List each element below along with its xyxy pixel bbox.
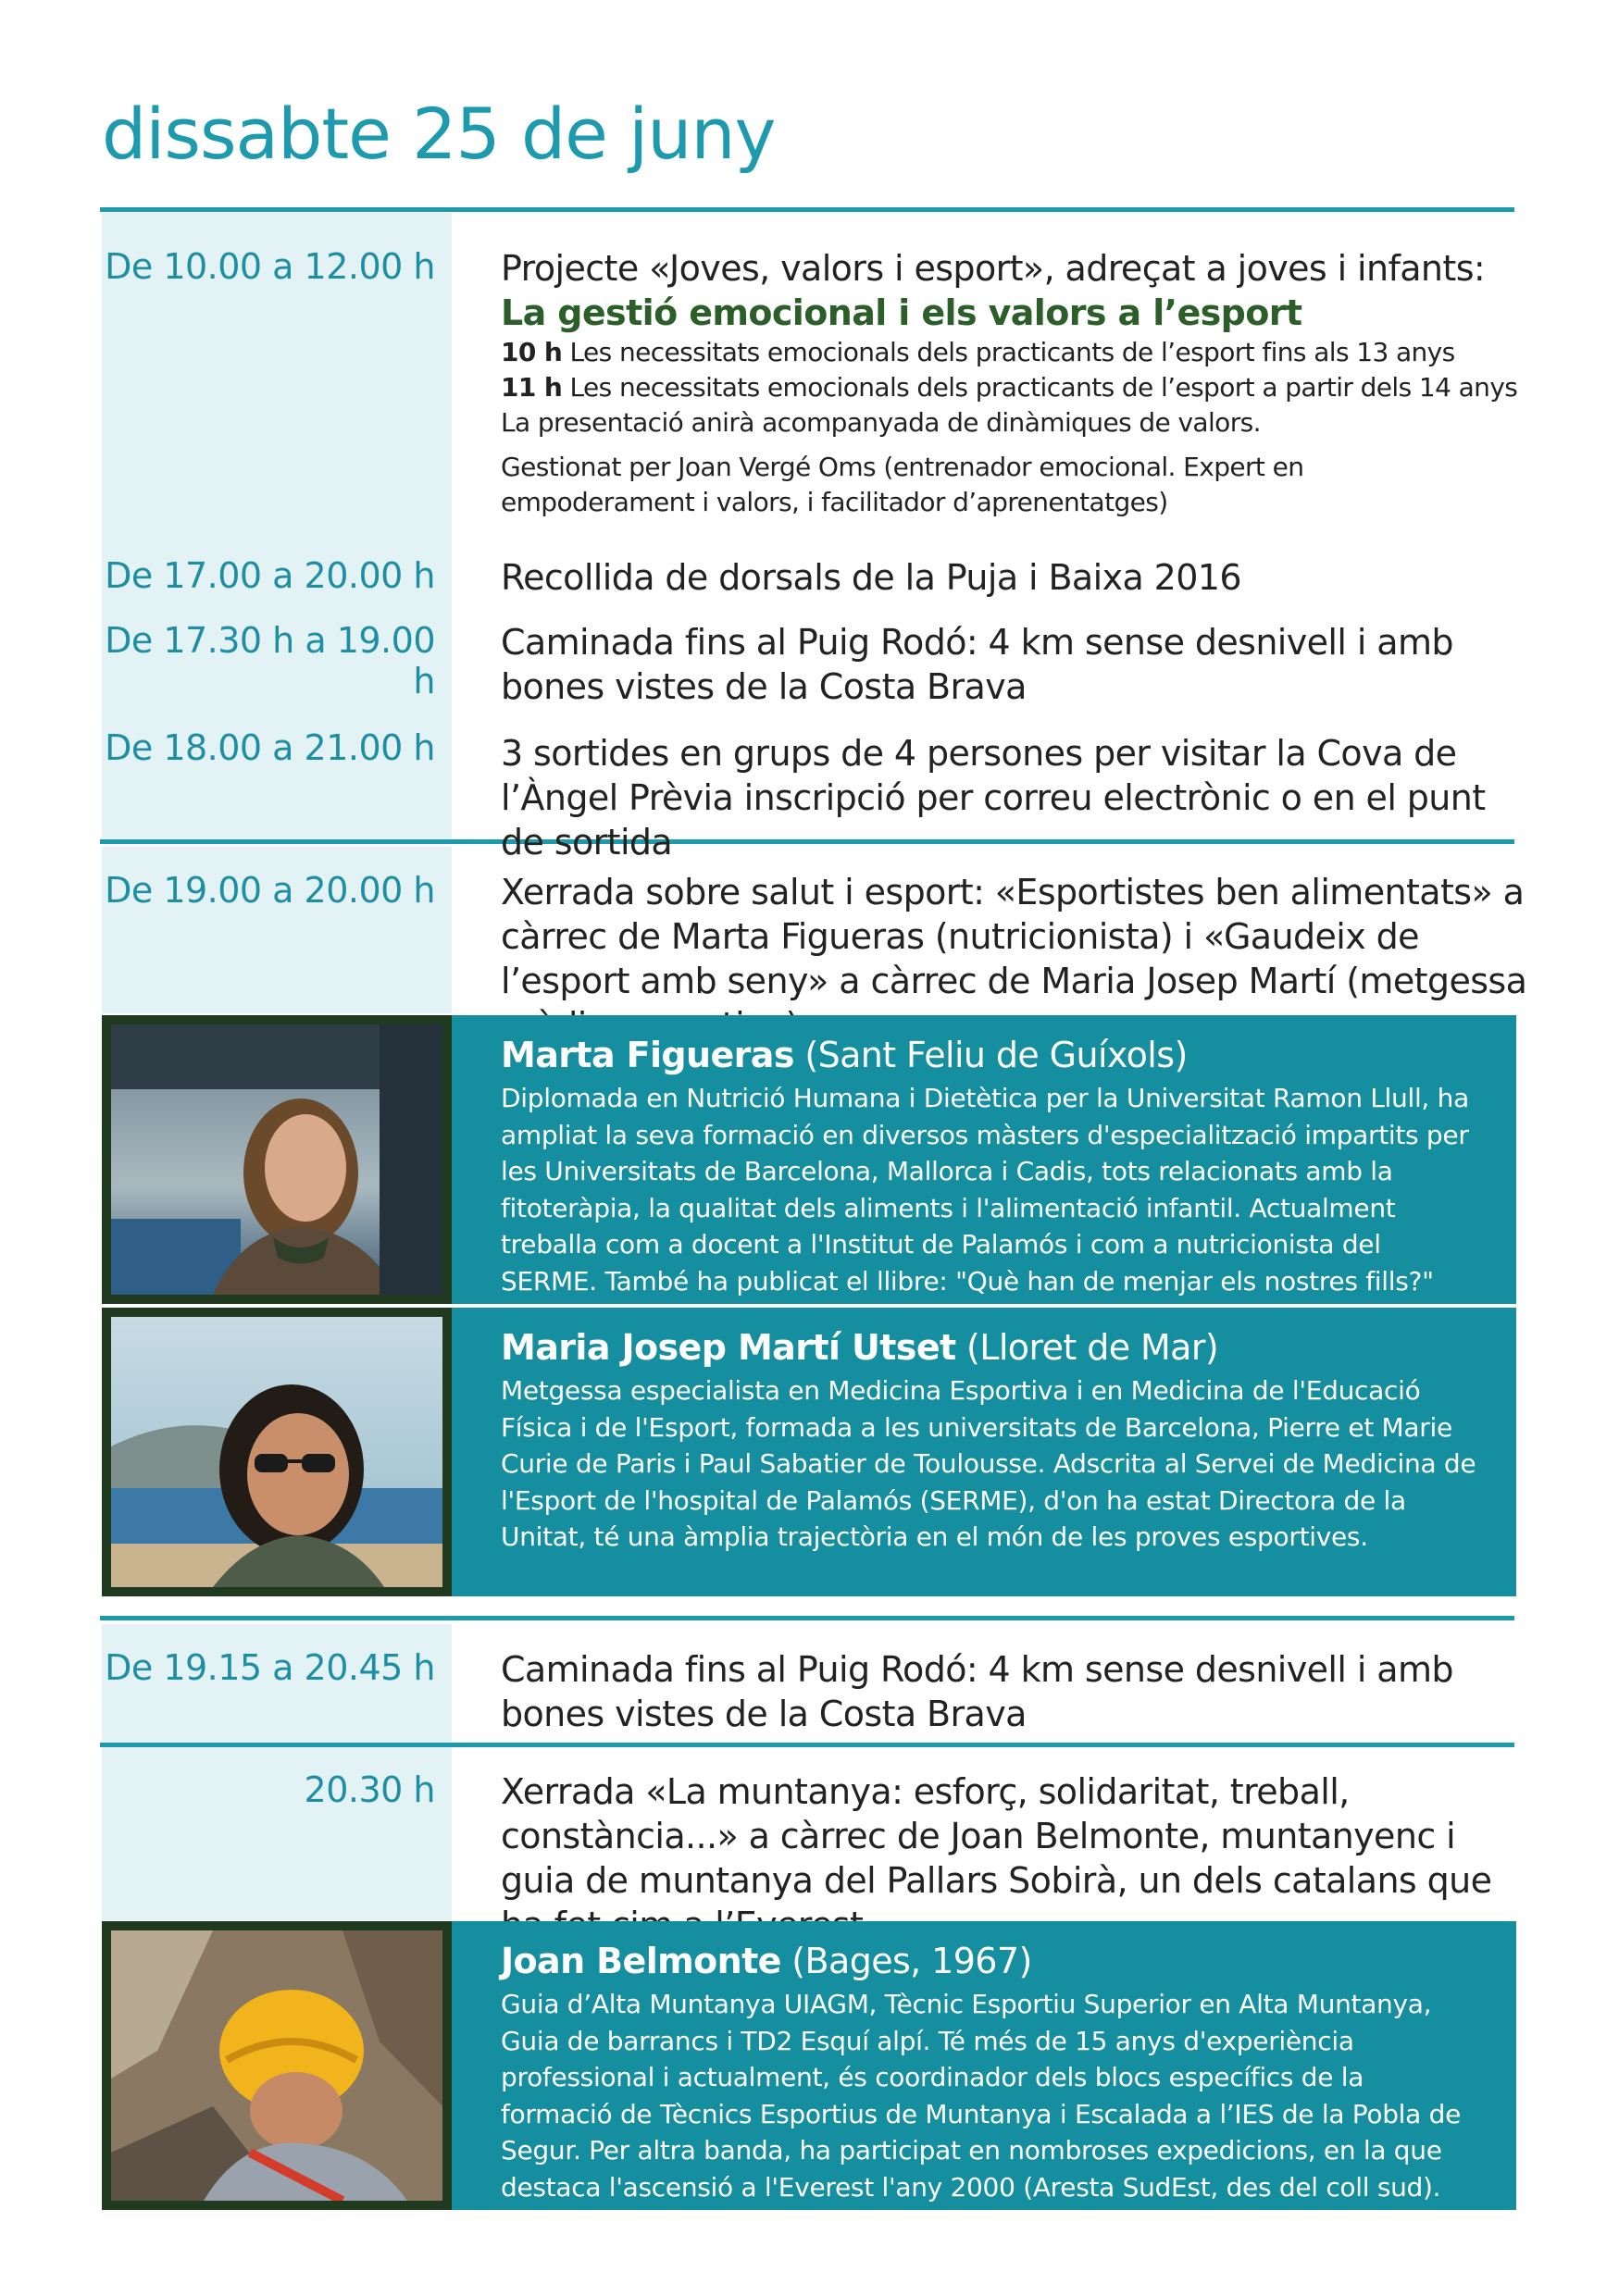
event-text: Xerrada «La muntanya: esforç, solidaritat, treball, constància...» a càrrec de Joan Belmonte, muntanyenc i guia de muntanya del Pallars Sobirà, un dels catalans que xyxy=(501,1771,1492,1901)
event-time: De 17.30 h a 19.00 h xyxy=(105,620,435,701)
portrait-photo xyxy=(102,1015,452,1304)
bio-text: Guia d’Alta Muntanya UIAGM, Tècnic Esportiu Superior en Alta Muntanya, Guia de barrancs i TD2 Esquí alpí. Té més de 15 anys d'experiència professional i actualment, és coordinador dels blocs específics de la formació de Tècnics Esportius de Muntanya i Escalada a l’IES de la Pobla de Segur. Per altra banda, ha participat en nombroses expedicions, en la que destaca l'ascensió a l'Everest l'any 2000 (Aresta SudEst, des del coll sud). xyxy=(501,1989,1462,2203)
event-time: De 10.00 a 12.00 h xyxy=(105,246,435,287)
event-text: Caminada fins al Puig Rodó: 4 km sense desnivell i amb bones vistes de la Costa Brava xyxy=(501,1649,1453,1734)
bio-place: (Lloret de Mar) xyxy=(955,1327,1219,1368)
event-time: De 19.00 a 20.00 h xyxy=(105,870,435,911)
page-title: dissabte 25 de juny xyxy=(102,93,776,175)
bio-place: (Sant Feliu de Guíxols) xyxy=(793,1035,1188,1075)
bio-panel xyxy=(452,1308,1516,1596)
event-text: Xerrada sobre salut i esport: «Esportistes ben alimentats» a càrrec de Marta Figueras (nutricionista) i «Gaudeix de l’esport amb seny» a càrrec de Maria Josep Martí (metgessa xyxy=(501,872,1527,1001)
bio-text: Metgessa especialista en Medicina Esportiva i en Medicina de l'Educació Física i de l'Esport, formada a les universitats de Barcelona, Pierre et Marie Curie de Paris i Paul Sabatier de Toulousse. Adscrita al Servei de Medicina de l'Esport de l'hospital de Palamós (SERME), d'on ha estat Directora de la Unitat, té una àmplia trajectòria en el món de les proves esportives. xyxy=(501,1375,1476,1552)
event-line xyxy=(501,335,1528,370)
event-time: De 17.00 a 20.00 h xyxy=(105,555,435,596)
photo-frame xyxy=(102,1921,452,2210)
bio-name: Joan Belmonte xyxy=(501,1941,781,1981)
event-time: De 19.15 a 20.45 h xyxy=(105,1647,435,1688)
event-line-text: Les necessitats emocionals dels practicants de l’esport a partir dels 14 anys xyxy=(562,372,1518,403)
bio-maria-josep xyxy=(102,1308,1516,1596)
divider-2 xyxy=(100,1616,1514,1620)
divider-3 xyxy=(100,1743,1514,1747)
bio-name: Marta Figueras xyxy=(501,1035,794,1075)
event-time: 20.30 h xyxy=(304,1769,435,1810)
event-text: Recollida de dorsals de la Puja i Baixa 2016 xyxy=(501,557,1241,598)
event-workshop xyxy=(501,246,1528,520)
event-time: De 18.00 a 21.00 h xyxy=(105,727,435,768)
event-organizer: Gestionat per Joan Vergé Oms (entrenador emocional. Expert en empoderament i valors, i facilitador d’aprenentatges) xyxy=(501,452,1304,517)
bio-heading xyxy=(501,1034,1479,1076)
bio-panel xyxy=(452,1015,1516,1304)
event-line: La presentació anirà acompanyada de dinàmiques de valors. xyxy=(501,407,1261,438)
event-hour: 11 h xyxy=(501,372,563,403)
bio-marta xyxy=(102,1015,1516,1304)
bio-joan xyxy=(102,1921,1516,2210)
divider-top xyxy=(100,207,1514,212)
portrait-photo xyxy=(102,1921,452,2210)
photo-frame xyxy=(102,1308,452,1596)
event-text: Caminada fins al Puig Rodó: 4 km sense desnivell i amb bones vistes de la Costa Brava xyxy=(501,622,1453,707)
bio-heading xyxy=(501,1326,1479,1369)
bio-panel xyxy=(452,1921,1516,2210)
event-line-text: Les necessitats emocionals dels practicants de l’esport fins als 13 anys xyxy=(562,337,1455,367)
event-line xyxy=(501,370,1528,405)
portrait-photo xyxy=(102,1308,452,1596)
bio-heading xyxy=(501,1940,1479,1982)
event-intro: Projecte «Joves, valors i esport», adreçat a joves i infants: xyxy=(501,248,1486,289)
event-subtitle: La gestió emocional i els valors a l’esport xyxy=(501,292,1302,333)
event-hour: 10 h xyxy=(501,337,563,367)
event-text: 3 sortides en grups de 4 persones per visitar la Cova de l’Àngel Prèvia inscripció per correu electrònic o en el punt de sortida xyxy=(501,733,1486,863)
bio-place: (Bages, 1967) xyxy=(780,1941,1032,1981)
bio-name: Maria Josep Martí Utset xyxy=(501,1327,956,1368)
bio-text: Diplomada en Nutrició Humana i Dietètica per la Universitat Ramon Llull, ha ampliat la seva formació en diversos màsters d'especialització impartits per les Universitats de Barcelona, Mallorca i Cadis, tots relacionats amb la fitoteràpia, la qualitat dels aliments i l'alimentació infantil. Actualment treballa com a docent a l'Institut de Palamós i com a nutricionista del SERME. També ha publicat el llibre: "Què han de menjar els nostres fills?" xyxy=(501,1083,1469,1297)
photo-frame xyxy=(102,1015,452,1304)
